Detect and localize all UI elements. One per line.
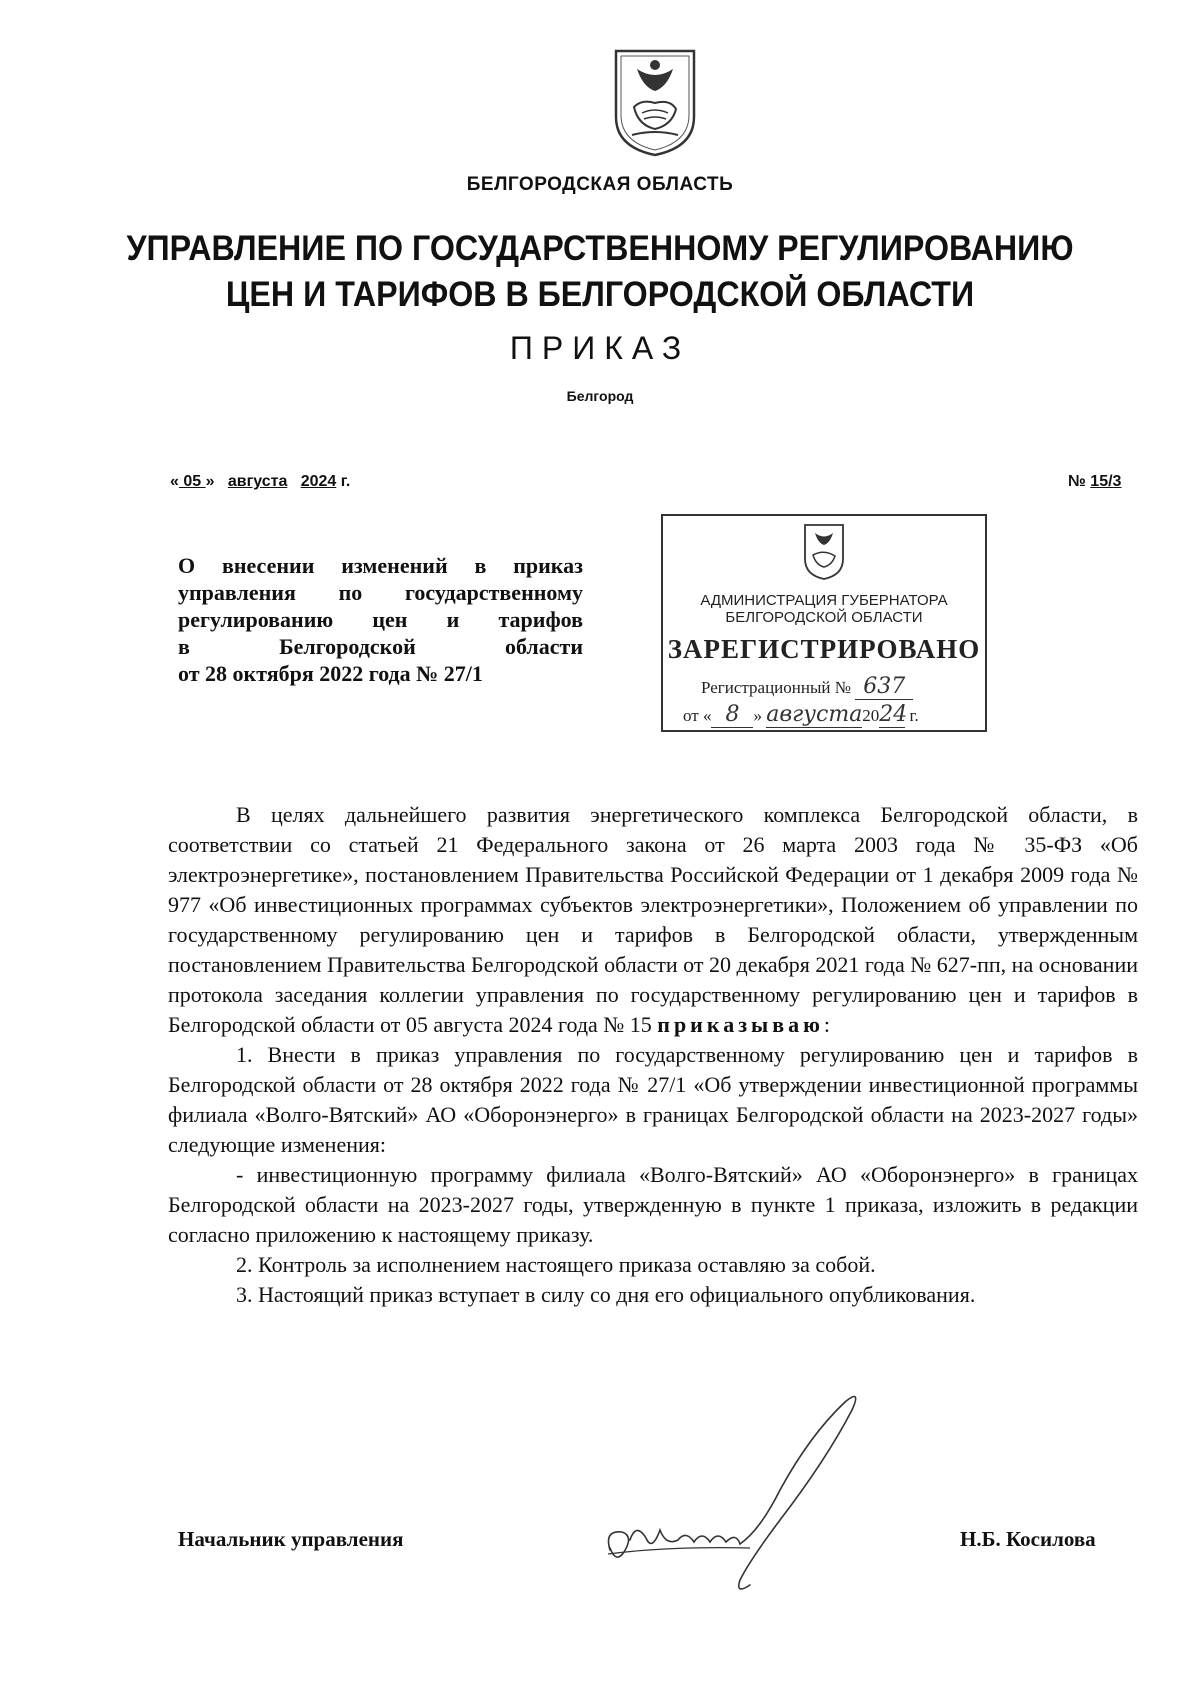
order-item-3: 3. Настоящий приказ вступает в силу со дня его официального опубликования.: [236, 1282, 976, 1307]
order-subject: [178, 552, 583, 687]
date-open-quote: «: [170, 473, 179, 490]
order-number: [1068, 473, 1121, 491]
subject-line: регулированию цен и тарифов: [178, 607, 583, 632]
preamble-text: В целях дальнейшего развития энергетического комплекса Белгородской области, в соответствии со статьей 21 Федерального закона от 26 марта 2003 года № 35-ФЗ «Об электроэнергетике», постановлением Правительства Российской Федерации от 1 декабря 2009 года № 977 «Об инвестиционных программах субъектов электроэнергетики», Положением об управлении по государственному регулированию цен и тарифов в Белгородской области, утвержденным постановлением Правительства Белгородской области от 20 декабря 2021 года № 627-пп, на основании протокола заседания коллегии управления по государственному регулированию цен и тарифов в Белгородской области от 05 августа 2024 года № 15: [168, 802, 1138, 1037]
stamp-date-year: 24: [879, 702, 908, 727]
number-value: 15/3: [1090, 473, 1122, 490]
subject-line: в Белгородской области: [178, 634, 583, 659]
stamp-emblem-icon: [803, 523, 845, 581]
registration-stamp: [661, 514, 987, 732]
signer-position: Начальник управления: [178, 1527, 404, 1551]
order-item-2: 2. Контроль за исполнением настоящего приказа оставляю за собой.: [236, 1252, 876, 1277]
signer-name: Н.Б. Косилова: [960, 1527, 1096, 1551]
date-month: августа: [227, 473, 288, 490]
agency-line-1: УПРАВЛЕНИЕ ПО ГОСУДАРСТВЕННОМУ РЕГУЛИРОВАНИЮ: [126, 229, 1074, 268]
date-day: 05: [178, 473, 206, 490]
subject-line: от 28 октября 2022 года № 27/1: [178, 661, 483, 686]
stamp-reg-number: [701, 674, 913, 700]
stamp-org-line: БЕЛГОРОДСКОЙ ОБЛАСТИ: [725, 609, 923, 626]
agency-line-2: ЦЕН И ТАРИФОВ В БЕЛГОРОДСКОЙ ОБЛАСТИ: [225, 275, 975, 314]
stamp-registered: ЗАРЕГИСТРИРОВАНО: [667, 634, 981, 664]
preamble-colon: :: [823, 1012, 831, 1037]
date-year: 2024: [300, 473, 337, 490]
order-date: [170, 473, 350, 491]
stamp-date-from: от «: [683, 706, 712, 725]
subject-line: О внесении изменений в приказ: [178, 553, 583, 578]
stamp-date-year-prefix: 20: [862, 706, 880, 725]
city: Белгород: [566, 388, 634, 404]
stamp-date: [683, 702, 919, 728]
stamp-date-day: 8: [711, 702, 753, 728]
handwritten-signature: [590, 1380, 910, 1610]
order-body: [168, 800, 1138, 1310]
stamp-date-month: августа: [766, 702, 863, 727]
stamp-date-close: »: [753, 706, 762, 725]
date-suffix: г.: [340, 473, 351, 490]
date-close-quote: »: [205, 473, 215, 490]
document-type: ПРИКАЗ: [509, 330, 691, 366]
stamp-org-line: АДМИНИСТРАЦИЯ ГУБЕРНАТОРА: [700, 592, 948, 609]
preamble-paragraph: [168, 800, 1138, 1040]
coat-of-arms-emblem: [612, 47, 698, 159]
number-prefix: №: [1068, 473, 1086, 490]
stamp-organization: [663, 592, 985, 626]
order-word: приказываю: [657, 1012, 824, 1037]
stamp-reg-label: Регистрационный №: [701, 678, 851, 697]
order-item-1: 1. Внести в приказ управления по государственному регулированию цен и тарифов в Белгородской области от 28 октября 2022 года № 27/1 «Об утверждении инвестиционной программы филиала «Волго-Вятский» АО «Оборонэнерго» в границах Белгородской области на 2023-2027 годы» следующие изменения:: [168, 1042, 1138, 1157]
subject-line: управления по государственному: [178, 580, 583, 605]
order-item-1-sub: - инвестиционную программу филиала «Волго-Вятский» АО «Оборонэнерго» в границах Белгородской области на 2023-2027 годы, утвержденную в пункте 1 приказа, изложить в редакции согласно приложению к настоящему приказу.: [168, 1162, 1138, 1247]
stamp-reg-value: 637: [855, 674, 913, 700]
stamp-date-suffix: г.: [909, 706, 919, 725]
agency-name: [48, 226, 1152, 318]
region-name: БЕЛГОРОДСКАЯ ОБЛАСТЬ: [466, 174, 734, 195]
